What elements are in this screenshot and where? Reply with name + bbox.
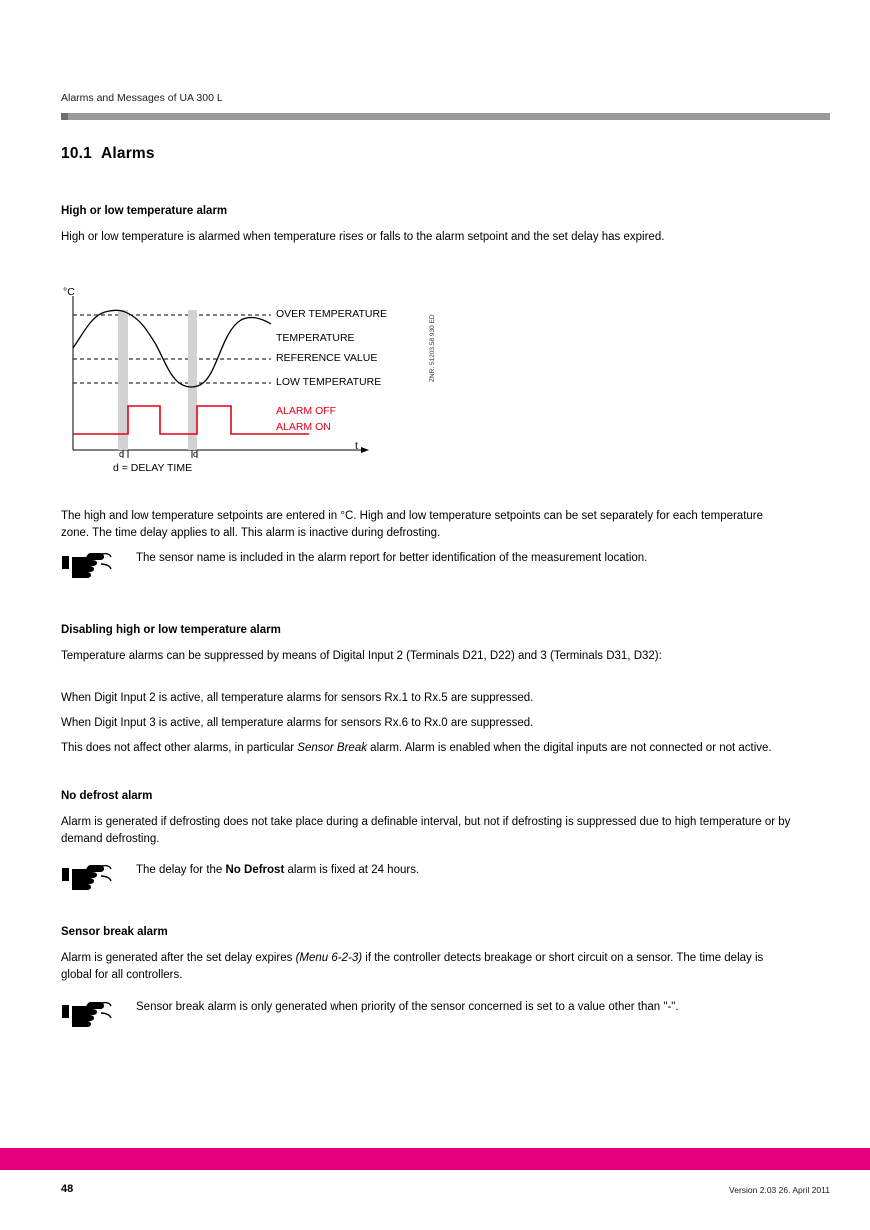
note-text-sensor-break-priority: Sensor break alarm is only generated when priority of the sensor concerned is set to a value other than "-". bbox=[136, 1001, 679, 1013]
header-rule bbox=[61, 113, 830, 120]
paragraph-disabling-4 bbox=[61, 740, 791, 757]
footer-version: Version 2.03 26. April 2011 bbox=[729, 1185, 830, 1195]
page-number: 48 bbox=[61, 1183, 74, 1195]
paragraph-sensor-break bbox=[61, 950, 791, 983]
text-pre: This does not affect other alarms, in particular bbox=[61, 742, 298, 754]
footer-color-bar bbox=[0, 1148, 870, 1170]
drawing-code: ZNR. 51203.58 930 ED bbox=[429, 314, 436, 382]
delay-marker-left: d bbox=[119, 449, 125, 459]
pointing-hand-icon bbox=[61, 860, 113, 890]
heading-high-low-temperature-alarm: High or low temperature alarm bbox=[61, 205, 228, 217]
delay-time-caption: d = DELAY TIME bbox=[113, 462, 193, 474]
label-low-temperature: LOW TEMPERATURE bbox=[276, 376, 382, 388]
label-alarm-on: ALARM ON bbox=[276, 421, 331, 433]
temperature-alarm-diagram bbox=[61, 282, 511, 477]
text-pre: The delay for the bbox=[136, 864, 226, 876]
note-text-no-defrost bbox=[136, 862, 796, 879]
pointing-hand-icon bbox=[61, 548, 113, 578]
label-over-temperature: OVER TEMPERATURE bbox=[276, 308, 388, 320]
paragraph-setpoints: The high and low temperature setpoints are entered in °C. High and low temperature setpoints can be set separately for each temperature zone. The time delay applies to all. This alarm is inactive during defrosting. bbox=[61, 510, 764, 539]
note-text-sensor-name: The sensor name is included in the alarm report for better identification of the measurement location. bbox=[136, 552, 648, 564]
pointing-hand-icon bbox=[61, 997, 113, 1027]
text-post: alarm is fixed at 24 hours. bbox=[284, 864, 420, 876]
section-title-text: Alarms bbox=[100, 145, 155, 162]
heading-disabling-alarm: Disabling high or low temperature alarm bbox=[61, 624, 281, 636]
text-bold-no-defrost: No Defrost bbox=[225, 864, 285, 876]
label-alarm-off: ALARM OFF bbox=[276, 405, 337, 417]
delay-marker-right: d bbox=[193, 449, 199, 459]
axis-label-celsius: °C bbox=[63, 286, 75, 298]
header-rule-cap bbox=[61, 113, 68, 120]
paragraph-high-low: High or low temperature is alarmed when temperature rises or falls to the alarm setpoint and the set delay has expired. bbox=[61, 231, 665, 243]
label-temperature: TEMPERATURE bbox=[276, 332, 355, 344]
text-pre: Alarm is generated after the set delay expires bbox=[61, 952, 296, 964]
text-post: if the controller detects breakage or short circuit on a sensor. The time delay is global for all controllers. bbox=[61, 952, 764, 981]
running-header: Alarms and Messages of UA 300 L bbox=[61, 92, 223, 104]
paragraph-disabling-2: When Digit Input 2 is active, all temperature alarms for sensors Rx.1 to Rx.5 are suppressed. bbox=[61, 692, 534, 704]
heading-sensor-break-alarm: Sensor break alarm bbox=[61, 926, 168, 938]
heading-no-defrost-alarm: No defrost alarm bbox=[61, 790, 153, 802]
paragraph-disabling-1: Temperature alarms can be suppressed by means of Digital Input 2 (Terminals D21, D22) and 3 (Terminals D31, D32): bbox=[61, 650, 662, 662]
label-reference-value: REFERENCE VALUE bbox=[276, 352, 378, 364]
text-emphasis-sensor-break: Sensor Break bbox=[297, 742, 367, 754]
paragraph-disabling-3: When Digit Input 3 is active, all temperature alarms for sensors Rx.6 to Rx.0 are suppressed. bbox=[61, 717, 534, 729]
paragraph-no-defrost: Alarm is generated if defrosting does not take place during a definable interval, but not if defrosting is suppressed due to high temperature or by demand defrosting. bbox=[61, 816, 791, 845]
page-title bbox=[61, 145, 155, 163]
section-number: 10.1 bbox=[61, 145, 92, 162]
axis-label-time: t bbox=[355, 440, 358, 452]
text-emphasis-menu-reference: (Menu 6-2-3) bbox=[295, 952, 363, 964]
text-post: alarm. Alarm is enabled when the digital inputs are not connected or not active. bbox=[366, 742, 772, 754]
